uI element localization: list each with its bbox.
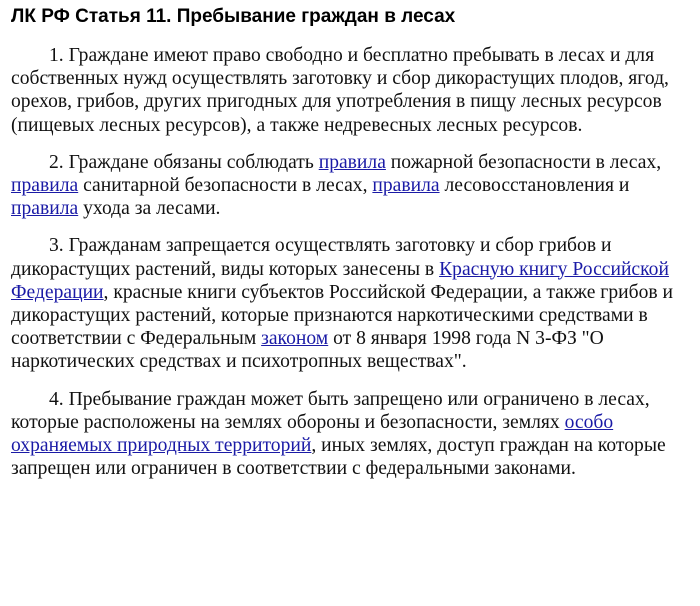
paragraph-3-text-2: , красные книги субъектов Российской Федерации, а также грибов и дикорастущих растений, которые признаются наркотическими средствами в соответствии с Федеральным [11,281,674,350]
paragraph-4-text-1: 4. Пребывание граждан может быть запрещено или ограничено в лесах, которые расположены на землях обороны и безопасности, землях [11,388,650,433]
paragraph-1 [11,44,692,137]
reforestation-rules-link[interactable]: правила [372,175,440,197]
paragraph-4 [11,388,692,481]
paragraph-2-text-5: ухода за лесами. [78,198,221,220]
fire-safety-rules-link[interactable]: правила [318,151,386,173]
sanitary-safety-rules-link[interactable]: правила [11,175,79,197]
paragraph-2 [11,151,692,221]
article-title: ЛК РФ Статья 11. Пребывание граждан в лесах [11,6,456,27]
red-book-link[interactable]: Красную книгу Российской Федерации [11,258,669,303]
forest-care-rules-link[interactable]: правила [11,198,79,220]
federal-law-link[interactable]: законом [261,328,329,350]
paragraph-1-text: 1. Граждане имеют право свободно и бесплатно пребывать в лесах и для собственных нужд осуществлять заготовку и сбор дикорастущих плодов, ягод, орехов, грибов, других пригодных для употребления в пищу лесных ресурсов (пищевых лесных ресурсов), а также недревесных лесных ресурсов. [11,45,669,136]
paragraph-4-text-2: , иных землях, доступ граждан на которые запрещен или ограничен в соответствии с федеральными законами. [11,435,666,480]
paragraph-3-text-3: от 8 января 1998 года N 3-ФЗ "О наркотических средствах и психотропных веществах". [11,328,604,373]
paragraph-3-text-1: 3. Гражданам запрещается осуществлять заготовку и сбор грибов и дикорастущих растений, виды которых занесены в [11,235,612,280]
paragraph-2-text-1: 2. Граждане обязаны соблюдать [49,151,319,173]
paragraph-2-text-4: лесовосстановления и [439,175,630,197]
paragraph-2-text-3: санитарной безопасности в лесах, [78,175,373,197]
protected-territories-link[interactable]: особо охраняемых природных территорий [11,411,614,457]
paragraph-2-text-2: пожарной безопасности в лесах, [385,151,662,173]
paragraph-3 [11,234,692,373]
